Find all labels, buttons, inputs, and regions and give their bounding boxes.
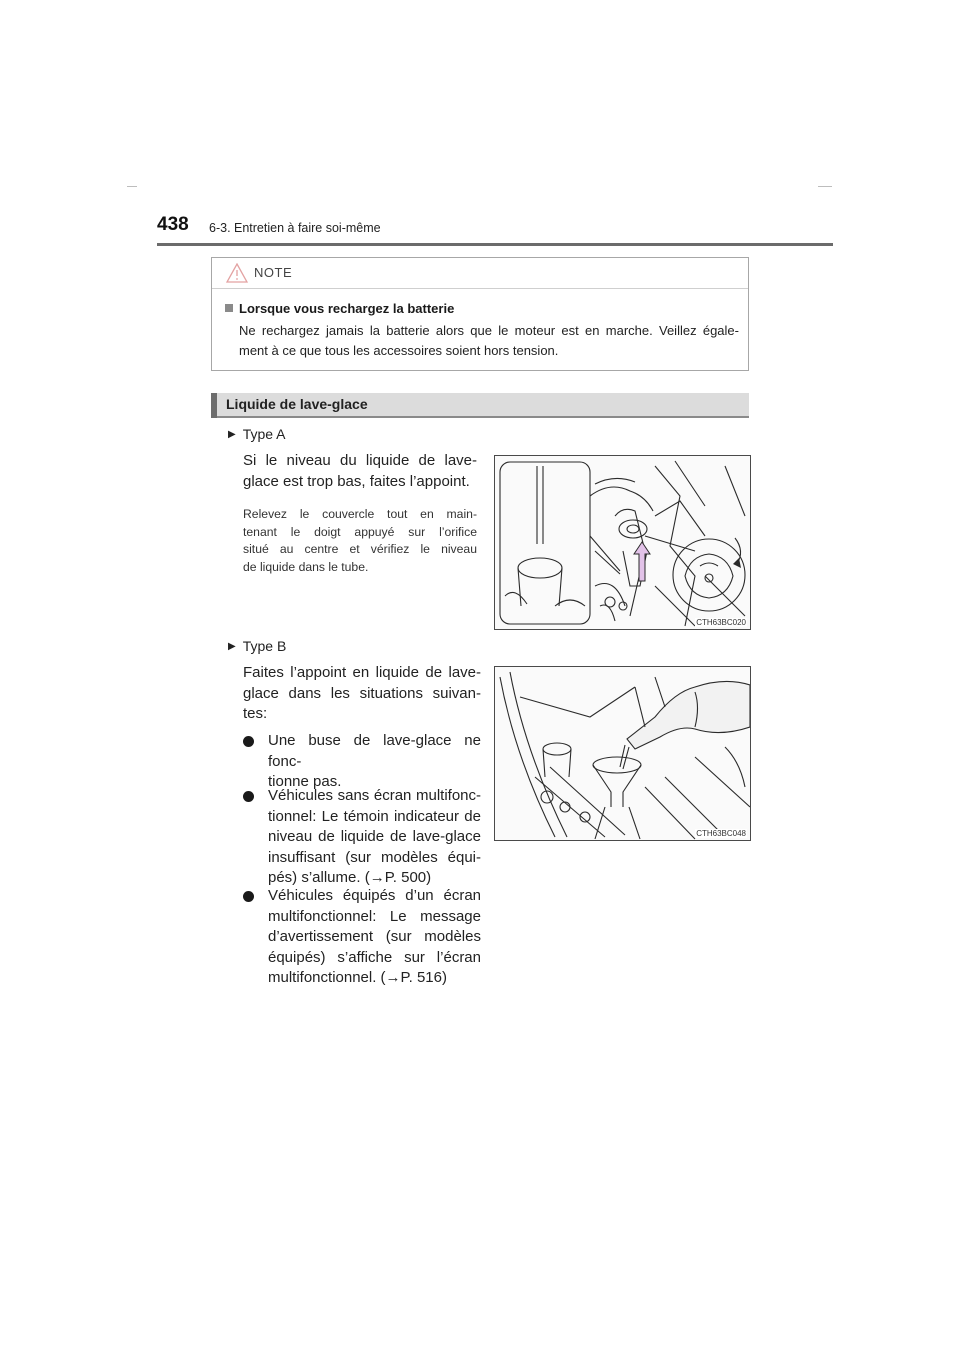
type-a-label-text: Type A xyxy=(242,426,286,442)
section-header: 6-3. Entretien à faire soi-même xyxy=(209,221,381,235)
filled-circle-icon xyxy=(243,891,254,902)
text-line: Véhicules équipés d’un écran xyxy=(268,887,481,904)
crop-mark-right xyxy=(818,186,832,187)
banner-accent-bar xyxy=(211,393,217,418)
up-arrow-icon xyxy=(634,542,650,581)
triangle-right-icon: ▶ xyxy=(228,641,236,652)
text-line: Faites l’appoint en liquide de lave- xyxy=(243,664,481,681)
washer-reservoir-illustration xyxy=(495,456,750,629)
washer-reservoir-figure-a xyxy=(494,455,751,630)
text-line: multifonctionnel: Le message xyxy=(268,907,481,925)
text-line: Une buse de lave-glace ne fonc- xyxy=(268,732,481,770)
filled-circle-icon xyxy=(243,736,254,747)
filled-circle-icon xyxy=(243,791,254,802)
warning-triangle-icon xyxy=(226,263,248,283)
text-line: équipés) s’affiche sur l’écran xyxy=(268,948,481,966)
washer-refill-illustration xyxy=(495,667,750,840)
text-line: glace dans les situations suivan- xyxy=(243,684,481,702)
section-banner xyxy=(211,393,749,418)
bullet-item xyxy=(268,786,481,889)
triangle-right-icon: ▶ xyxy=(228,429,236,440)
text-line: tionnel: Le témoin indicateur de xyxy=(268,807,481,825)
section-title: Liquide de lave-glace xyxy=(226,396,368,412)
note-body-line: ment à ce que tous les accessoires soient hors tension. xyxy=(239,343,559,358)
header-rule xyxy=(157,243,833,246)
text-line: niveau de liquide de lave-glace xyxy=(268,828,481,845)
note-body xyxy=(239,321,739,361)
text-line: glace est trop bas, faites l’appoint. xyxy=(243,472,470,490)
text-line: pés) s’allume. (→P. 500) xyxy=(268,869,432,886)
square-bullet-icon xyxy=(225,304,233,312)
type-b-label xyxy=(228,638,286,654)
text-line: d’avertissement (sur modèles xyxy=(268,928,481,945)
type-a-label xyxy=(228,426,286,442)
text-line: multifonctionnel. (→P. 516) xyxy=(268,969,447,986)
text-line: insuffisant (sur modèles équi- xyxy=(268,848,481,866)
bullet-item xyxy=(268,731,481,793)
text-line: de liquide dans le tube. xyxy=(243,559,369,574)
text-line: tionne pas. xyxy=(268,773,342,790)
figure-code: CTH63BC020 xyxy=(696,618,746,627)
type-a-paragraph xyxy=(243,451,477,492)
note-body-line: Ne rechargez jamais la batterie alors que le moteur est en marche. Veillez égale- xyxy=(239,323,739,338)
note-subtitle xyxy=(225,301,454,316)
type-a-instruction xyxy=(243,506,477,576)
text-line: situé au centre et vérifiez le niveau xyxy=(243,542,477,556)
text-line: tes: xyxy=(243,705,268,722)
bullet-item xyxy=(268,886,481,989)
text-line: tenant le doigt appuyé sur l’orifice xyxy=(243,524,477,539)
text-line: Véhicules sans écran multifonc- xyxy=(268,787,481,804)
type-b-paragraph xyxy=(243,663,481,725)
text-line: Si le niveau du liquide de lave- xyxy=(243,452,477,469)
note-box xyxy=(211,257,749,371)
note-subtitle-text: Lorsque vous rechargez la batterie xyxy=(239,301,455,316)
figure-code: CTH63BC048 xyxy=(696,829,746,838)
page-number: 438 xyxy=(157,214,189,235)
note-header xyxy=(212,258,748,289)
crop-mark-left xyxy=(127,186,137,187)
text-line: Relevez le couvercle tout en main- xyxy=(243,507,477,521)
type-b-label-text: Type B xyxy=(242,638,287,654)
note-title: NOTE xyxy=(254,265,293,280)
washer-refill-figure-b xyxy=(494,666,751,841)
